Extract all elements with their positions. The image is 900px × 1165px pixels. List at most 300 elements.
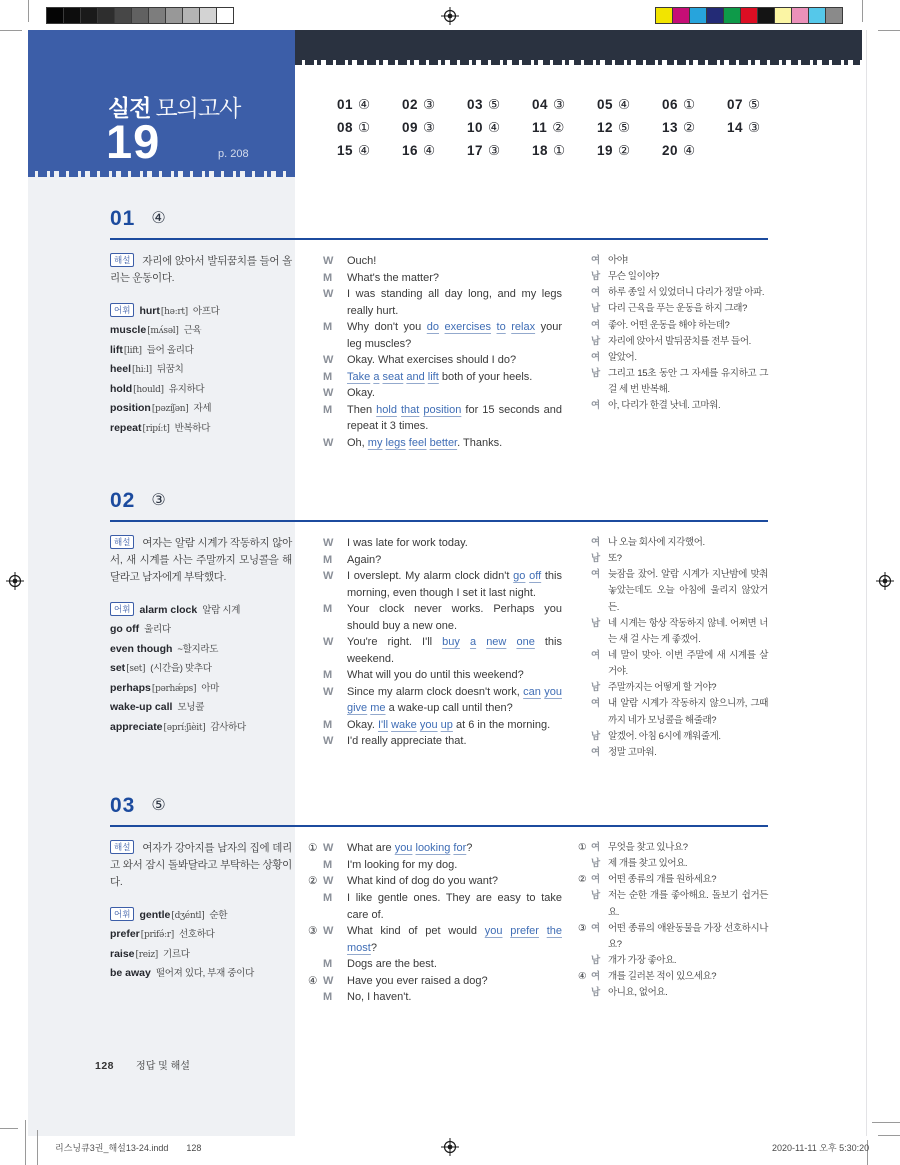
- dialogue-line: [308, 634, 562, 667]
- translation-number: [578, 253, 591, 269]
- translation-speaker: 여: [591, 319, 600, 331]
- translation-text: 개를 길러본 적이 있으세요?: [608, 971, 717, 983]
- underlined-word: seat: [382, 370, 404, 383]
- dialogue-text: Then hold that position for 15 seconds and repeat it 3 times.: [347, 403, 562, 432]
- dialogue-number: [308, 286, 323, 319]
- underlined-word: to: [496, 321, 506, 333]
- vocabulary-entry: [110, 964, 292, 983]
- dialogue-speaker: W: [323, 636, 334, 648]
- translation-number: [578, 398, 591, 414]
- translation-line: [578, 269, 768, 285]
- dialogue-speaker: M: [323, 858, 333, 871]
- vocab-meaning: 아마: [201, 682, 219, 694]
- translation-number: [578, 680, 591, 696]
- translation-line: [578, 253, 768, 269]
- vocabulary-label: 어휘: [110, 303, 134, 317]
- translation-line: [578, 745, 768, 761]
- dialogue-line: [308, 840, 562, 857]
- dialogue-speaker: W: [323, 387, 334, 399]
- grayscale-swatch: [46, 7, 64, 24]
- dialogue-number: [308, 319, 323, 352]
- footer-section-label: 정답 및 해설: [136, 1061, 190, 1072]
- underlined-word: I'll: [377, 718, 389, 731]
- answer-mark: ④: [683, 143, 696, 158]
- vocab-word: hold: [110, 382, 133, 395]
- dialogue-line: [308, 552, 562, 569]
- answer-cell: [532, 96, 597, 113]
- answer-mark: ④: [358, 97, 371, 112]
- vocabulary-entry: [110, 945, 292, 964]
- dialogue-line: [308, 253, 562, 270]
- underlined-word: a: [373, 370, 380, 383]
- grayscale-swatch: [80, 7, 98, 24]
- underlined-word: a: [469, 636, 477, 648]
- translation-number: [578, 301, 591, 317]
- translation-number: [578, 985, 591, 1001]
- vocab-meaning: 기르다: [163, 948, 190, 960]
- dialogue-speaker: W: [323, 974, 334, 987]
- translation-speaker: 여: [591, 842, 600, 853]
- translation-line: [578, 551, 768, 567]
- answer-section: [110, 489, 768, 761]
- vocabulary-entry: [110, 321, 292, 340]
- slug-filename: 리스닝큐3권_해설13-24.indd: [55, 1143, 169, 1153]
- dialogue-number: [308, 989, 323, 1006]
- answer-mark: ③: [553, 97, 566, 112]
- vocab-word: even though: [110, 642, 173, 655]
- dialogue-text: What kind of pet would you prefer the most?: [347, 925, 562, 954]
- crop-mark: [37, 1130, 38, 1165]
- grayscale-calibration-strip: [47, 7, 234, 24]
- answer-number: 02: [402, 97, 419, 112]
- registration-mark-icon: [6, 572, 24, 590]
- translation-text: 알겠어. 아침 6시에 깨워줄게.: [608, 730, 721, 742]
- underlined-word: go: [513, 570, 526, 582]
- underlined-word: the: [546, 925, 562, 937]
- answer-section: [110, 794, 768, 1006]
- answer-mark: ①: [553, 143, 566, 158]
- translation-text: 다리 근육을 푸는 운동을 하지 그래?: [608, 303, 747, 315]
- section-heading: [110, 207, 768, 240]
- answer-number: 16: [402, 143, 419, 158]
- dialogue-number: ①: [308, 842, 318, 854]
- color-swatch: [655, 7, 673, 24]
- dialogue-number: [308, 535, 323, 552]
- dialogue-speaker: W: [323, 288, 334, 300]
- translation-number: [578, 729, 591, 745]
- vocabulary-entry: [110, 698, 292, 717]
- underlined-word: position: [423, 403, 462, 416]
- grayscale-swatch: [97, 7, 115, 24]
- color-swatch: [808, 7, 826, 24]
- answer-cell: [402, 119, 467, 136]
- dialogue-number: [308, 402, 323, 435]
- dialogue-speaker: M: [323, 669, 333, 681]
- translation-line: [578, 840, 768, 856]
- dialogue-line: [308, 402, 562, 435]
- dialogue-text: You're right. I'll buy a new one this weekend.: [347, 636, 562, 665]
- translation-line: [578, 334, 768, 350]
- grayscale-swatch: [199, 7, 217, 24]
- underlined-word: do: [426, 321, 440, 333]
- dialogue-number: [308, 385, 323, 402]
- translation-number: ①: [578, 842, 587, 853]
- section-body: [110, 535, 768, 761]
- translation-line: [578, 616, 768, 648]
- dialogue-speaker: W: [323, 436, 334, 449]
- vocabulary-entry: [110, 659, 292, 678]
- translation-speaker: 여: [591, 351, 600, 363]
- answer-number: 06: [662, 97, 679, 112]
- vocab-meaning: 순한: [209, 910, 228, 921]
- print-slug-timestamp: 2020-11-11 오후 5:30:20: [772, 1143, 870, 1153]
- section-number: 02: [110, 489, 136, 512]
- answer-mark: ⑤: [488, 97, 501, 112]
- vocab-pronunciation: [reiz]: [135, 949, 159, 960]
- translation-number: [578, 856, 591, 872]
- translation-speaker: 여: [591, 287, 600, 299]
- vocab-meaning: 자세: [193, 403, 212, 415]
- translation-text: 내 알람 시계가 작동하지 않으니까, 그때까지 네가 모닝콜을 해줄래?: [608, 698, 768, 726]
- dialogue-line: [308, 568, 562, 601]
- grayscale-swatch: [131, 7, 149, 24]
- answer-mark: ⑤: [748, 97, 761, 112]
- dialogue-number: [308, 552, 323, 569]
- translation-line: [578, 648, 768, 680]
- dialogue-speaker: M: [323, 892, 333, 904]
- vocabulary-entry: [110, 341, 292, 360]
- underlined-word: most: [347, 941, 371, 954]
- answer-mark: ③: [423, 120, 436, 135]
- dialogue-number: [308, 435, 323, 452]
- vocab-pronunciation: [həːrt]: [160, 307, 188, 317]
- grayscale-swatch: [63, 7, 81, 24]
- answer-cell: [532, 142, 597, 159]
- translation-text: 늦잠을 잤어. 알람 시계가 지난밤에 맞춰 놓았는데도 오늘 아침에 울리지 않았거든.: [608, 569, 768, 613]
- answer-number: 13: [662, 120, 679, 135]
- answer-number: 12: [597, 120, 614, 135]
- underlined-word: off: [529, 570, 542, 582]
- vocab-word: position: [110, 402, 151, 415]
- section-number: 03: [110, 794, 136, 817]
- dialogue-text: I like gentle ones. They are easy to take care of.: [347, 892, 562, 921]
- vocab-word: perhaps: [110, 681, 151, 694]
- slug-page: 128: [186, 1143, 202, 1153]
- translation-text: 어떤 종류의 개를 원하세요?: [608, 874, 717, 886]
- answer-number: 18: [532, 143, 549, 158]
- translation-number: [578, 535, 591, 551]
- dialogue-line: [308, 956, 562, 973]
- translation-speaker: 여: [591, 922, 600, 934]
- answer-mark: ②: [552, 120, 565, 135]
- dialogue-speaker: M: [323, 991, 333, 1004]
- print-slug-left: [55, 1141, 201, 1154]
- translation-text: 저는 순한 개를 좋아해요. 돌보기 쉽거든요.: [608, 890, 768, 918]
- vocab-meaning: 유지하다: [168, 383, 205, 395]
- answer-cell: [467, 119, 532, 136]
- translation-number: [578, 334, 591, 350]
- underlined-word: hold: [376, 403, 397, 416]
- header-title-bold: 실전: [108, 95, 151, 121]
- dialogue-number: ③: [308, 925, 318, 937]
- dialogue-number: [308, 667, 323, 684]
- translation-line: [578, 680, 768, 696]
- translation-number: [578, 350, 591, 366]
- dialogue-number: ②: [308, 875, 318, 888]
- translation-number: [578, 285, 591, 301]
- color-swatch: [723, 7, 741, 24]
- dialogue-text: What are you looking for?: [347, 842, 473, 854]
- underlined-word: up: [440, 718, 453, 731]
- crop-mark: [878, 30, 900, 31]
- translation-speaker: 남: [591, 271, 600, 283]
- dialogue-speaker: M: [323, 370, 333, 383]
- underlined-word: prefer: [510, 925, 539, 937]
- vocab-word: repeat: [110, 421, 142, 434]
- dialogue-speaker: M: [323, 603, 333, 615]
- vocabulary-list: [110, 906, 292, 984]
- answer-cell: [467, 142, 532, 159]
- vocabulary-entry: [110, 620, 292, 639]
- dialogue-column: [308, 253, 562, 451]
- dialogue-line: [308, 857, 562, 874]
- page-edge-line: [866, 30, 867, 1136]
- vocab-meaning: ~할지라도: [177, 643, 219, 655]
- translation-speaker: 남: [591, 682, 600, 694]
- grayscale-swatch: [216, 7, 234, 24]
- vocab-pronunciation: [set]: [126, 664, 146, 675]
- translation-speaker: 여: [591, 537, 600, 548]
- dialogue-line: [308, 667, 562, 684]
- translation-speaker: 여: [591, 746, 600, 758]
- explanation-paragraph: 해설 여자는 알람 시계가 작동하지 않아서, 새 시계를 사는 주말까지 모닝콜을 해 달라고 남자에게 부탁했다.: [110, 537, 292, 583]
- answer-number: 01: [337, 97, 354, 112]
- vocab-pronunciation: [prifə́ːr]: [140, 930, 175, 941]
- translation-text: 나 오늘 회사에 지각했어.: [608, 537, 705, 548]
- translation-line: [578, 285, 768, 301]
- answer-number: 15: [337, 143, 354, 158]
- answer-cell: [337, 142, 402, 159]
- translation-text: 아, 다리가 한결 낫네. 고마워.: [608, 400, 721, 412]
- translation-speaker: 남: [591, 553, 600, 565]
- translation-text: 네 말이 맞아. 이번 주말에 새 시계를 살 거야.: [608, 649, 768, 678]
- dialogue-number: [308, 956, 323, 973]
- dialogue-line: [308, 973, 562, 990]
- dialogue-text: What's the matter?: [347, 271, 439, 284]
- translation-speaker: 여: [591, 649, 600, 661]
- translation-text: 무슨 일이야?: [608, 271, 660, 283]
- vocab-word: gentle: [139, 909, 171, 921]
- answer-cell: [467, 96, 532, 113]
- translation-text: 개가 가장 좋아요.: [608, 954, 677, 966]
- translation-number: ②: [578, 874, 587, 886]
- dialogue-text: Dogs are the best.: [347, 958, 437, 970]
- answer-mark: ②: [683, 120, 696, 135]
- translation-line: [578, 535, 768, 551]
- translation-text: 아야!: [608, 255, 628, 266]
- answer-mark: ④: [423, 143, 436, 158]
- vocab-pronunciation: [dʒéntl]: [171, 911, 205, 921]
- grayscale-swatch: [148, 7, 166, 24]
- dialogue-number: [308, 634, 323, 667]
- dialogue-line: [308, 717, 562, 734]
- translation-line: [578, 969, 768, 985]
- section-answer-mark: ④: [151, 210, 166, 227]
- dialogue-line: [308, 733, 562, 750]
- dialogue-number: [308, 568, 323, 601]
- dialogue-number: [308, 601, 323, 634]
- page-reference: p. 208: [218, 148, 249, 160]
- translation-text: 그리고 15초 동안 그 자세를 유지하고 그걸 세 번 반복해.: [608, 367, 768, 396]
- dialogue-line: [308, 684, 562, 717]
- translation-text: 하루 종일 서 있었더니 다리가 정말 아파.: [608, 287, 765, 299]
- translation-speaker: 여: [591, 255, 600, 266]
- dialogue-line: [308, 923, 562, 956]
- translation-line: [578, 366, 768, 398]
- answer-number: 05: [597, 97, 614, 112]
- translation-number: [578, 888, 591, 920]
- underlined-word: and: [406, 370, 425, 383]
- dialogue-text: Your clock never works. Perhaps you should buy a new one.: [347, 603, 562, 632]
- translation-line: [578, 318, 768, 334]
- vocabulary-entry: [110, 925, 292, 944]
- dialogue-text: I overslept. My alarm clock didn't go off this morning, even though I set it last night.: [347, 570, 562, 599]
- vocab-meaning: 뒤꿈치: [156, 364, 184, 376]
- answer-number: 09: [402, 120, 419, 135]
- explanation-label: 해설: [110, 840, 134, 854]
- translation-text: 무엇을 찾고 있나요?: [608, 842, 688, 853]
- answer-cell: [727, 96, 792, 113]
- vocab-pronunciation: [mʌ́səl]: [147, 326, 179, 337]
- vocabulary-entry: [110, 302, 292, 321]
- translation-column: [578, 840, 768, 1001]
- answer-number: 03: [467, 97, 484, 112]
- answer-mark: ③: [423, 97, 436, 112]
- vocabulary-list: [110, 601, 292, 737]
- vocab-meaning: 반복하다: [174, 422, 211, 434]
- translation-speaker: 남: [591, 730, 600, 742]
- answer-number: 19: [597, 143, 614, 158]
- dialogue-speaker: M: [323, 958, 333, 970]
- dialogue-text: I'd really appreciate that.: [347, 735, 467, 747]
- translation-line: [578, 856, 768, 872]
- color-swatch: [740, 7, 758, 24]
- vocab-word: raise: [110, 947, 135, 960]
- dialogue-text: No, I haven't.: [347, 991, 412, 1004]
- vocabulary-entry: [110, 380, 292, 399]
- answer-mark: ③: [488, 143, 501, 158]
- dialogue-line: [308, 270, 562, 287]
- dialogue-number: [308, 684, 323, 717]
- translation-text: 제 개를 찾고 있어요.: [608, 858, 688, 870]
- translation-number: [578, 551, 591, 567]
- explanation-paragraph: 해설 자리에 앉아서 발뒤꿈치를 들어 올리는 운동이다.: [110, 255, 292, 284]
- dialogue-text: What kind of dog do you want?: [347, 875, 499, 888]
- answer-mark: ①: [358, 120, 371, 135]
- vocab-word: alarm clock: [139, 604, 198, 616]
- translation-speaker: 남: [591, 987, 600, 999]
- vocab-meaning: 아프다: [192, 306, 220, 317]
- answer-mark: ④: [358, 143, 371, 158]
- answer-cell: [532, 119, 597, 136]
- section-body: [110, 840, 768, 1006]
- page-footer: [95, 1057, 190, 1072]
- underlined-word: give: [347, 702, 368, 714]
- translation-line: [578, 872, 768, 888]
- underlined-word: new: [486, 636, 507, 648]
- crop-mark: [25, 1120, 26, 1165]
- crop-mark: [872, 1122, 900, 1123]
- underlined-word: better: [429, 436, 458, 449]
- vocab-word: go off: [110, 623, 140, 636]
- color-calibration-strip: [656, 7, 843, 24]
- vocabulary-entry: [110, 360, 292, 379]
- crop-mark: [878, 1135, 900, 1136]
- translation-text: 네 시계는 항상 작동하지 않네. 어쩌면 너는 새 걸 사는 게 좋겠어.: [608, 617, 768, 645]
- translation-line: [578, 398, 768, 414]
- translation-line: [578, 696, 768, 728]
- dialogue-number: [308, 253, 323, 270]
- dialogue-speaker: W: [323, 537, 334, 549]
- dialogue-column: [308, 840, 562, 1006]
- vocab-meaning: 모닝콜: [177, 702, 205, 714]
- dialogue-text: Why don't you do exercises to relax your leg muscles?: [347, 321, 562, 350]
- explanation-label: 해설: [110, 253, 134, 267]
- answer-mark: ⑤: [618, 120, 631, 135]
- vocabulary-label: 어휘: [110, 602, 134, 616]
- grayscale-swatch: [165, 7, 183, 24]
- vocab-meaning: 감사하다: [210, 721, 246, 733]
- underlined-word: relax: [511, 321, 536, 333]
- dialogue-text: Again?: [347, 553, 382, 566]
- dialogue-speaker: M: [323, 321, 333, 333]
- vocabulary-entry: [110, 601, 292, 620]
- footer-page-number: 128: [95, 1060, 115, 1072]
- dialogue-line: [308, 385, 562, 402]
- explanation-paragraph: 해설 여자가 강아지를 남자의 집에 데리고 와서 잠시 돌봐달라고 부탁하는 상황이다.: [110, 842, 292, 888]
- underlined-word: can: [523, 685, 541, 698]
- dialogue-speaker: W: [323, 842, 334, 854]
- translation-number: [578, 269, 591, 285]
- translation-text: 또?: [608, 553, 622, 565]
- vocabulary-list: [110, 302, 292, 438]
- vocab-word: muscle: [110, 324, 147, 337]
- translation-line: [578, 301, 768, 317]
- underlined-word: for: [453, 842, 467, 854]
- vocab-pronunciation: [hould]: [133, 384, 164, 395]
- vocab-word: lift: [110, 343, 123, 356]
- underlined-word: you: [394, 842, 413, 854]
- translation-speaker: 여: [591, 698, 600, 710]
- dialogue-speaker: W: [323, 925, 334, 937]
- translation-text: 어떤 종류의 애완동물을 가장 선호하시나요?: [608, 922, 768, 950]
- dialogue-speaker: W: [323, 255, 334, 267]
- torn-edge: [28, 171, 295, 177]
- dialogue-text: Take a seat and lift both of your heels.: [347, 370, 533, 383]
- dialogue-column: [308, 535, 562, 750]
- answer-cell: [662, 119, 727, 136]
- dialogue-text: Okay. What exercises should I do?: [347, 354, 517, 366]
- dialogue-text: I'm looking for my dog.: [347, 858, 458, 871]
- vocabulary-entry: [110, 679, 292, 698]
- color-swatch: [757, 7, 775, 24]
- underlined-word: you: [419, 718, 438, 731]
- translation-speaker: 여: [591, 569, 600, 581]
- dialogue-number: [308, 890, 323, 923]
- explanation-column: [110, 253, 292, 438]
- underlined-word: you: [544, 685, 562, 698]
- vocab-word: appreciate: [110, 720, 163, 733]
